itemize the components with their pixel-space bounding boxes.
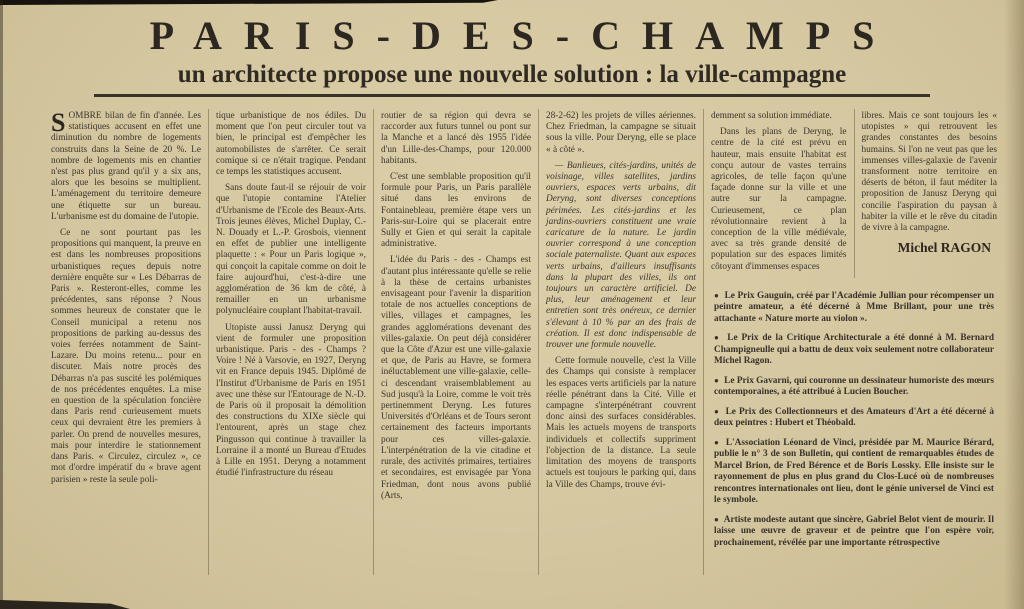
news-brief-item xyxy=(714,332,994,368)
bullet-icon: ● xyxy=(714,437,720,447)
news-brief-text: Le Prix des Collectionneurs et des Amateurs d'Art a été décerné à deux peintres : Hubert et Théobald. xyxy=(714,406,994,429)
article-column-6-paragraphs xyxy=(862,111,998,234)
right-section xyxy=(703,109,1004,575)
article-paragraph: tique urbanistique de nos édiles. Du moment que l'on peut circuler tout va bien, le principal est d'empêcher les automobilistes de s'arrêter. Ce serait comique si ce n'était tragique. Pendant ce temps les statistiques accusent. xyxy=(216,111,366,178)
article-paragraph: L'idée du Paris - des - Champs est d'autant plus intéressante qu'elle se relie à la thèse de certains urbanistes envisageant pour l'avenir la disparition totale de nos actuelles conceptions de villes, villages et campagnes, les grandes agglomérations devenant des villes-galaxie. On peut déjà considérer que la Côte d'Azur est une ville-galaxie et que, de Paris au Havre, se formera inéluctablement une ville-galaxie, celle-ci descendant vraisemblablement au Sud jusqu'à la Loire, comme le voit très pertinemment Deryng. Les futures Universités d'Orléans et de Tours seront certainement des facteurs importants pour ces villes-galaxie. L'interpénétration de la vie citadine et rurale, des activités primaires, tertiaires et secondaires, est envisagée par Yona Friedman, dont nous avons publié (Arts, xyxy=(381,255,531,501)
news-brief-text: L'Association Léonard de Vinci, présidée par M. Maurice Bérard, publie le n° 3 de son Bulletin, qui contient de remarquables études de Marcel Brion, de Fred Bérence et de Boris Lossky. Elle insiste sur le rayonnement de plus en plus grand du Clos-Lucé où de nombreuses rencontres internationales ont lieu, dont le génie universel de Vinci est le symbole. xyxy=(714,437,994,506)
article-byline: Michel RAGON xyxy=(897,240,991,256)
news-brief-item xyxy=(714,514,994,550)
article-paragraph: SOMBRE bilan de fin d'année. Les statistiques accusent en effet une diminution du nombre de logements construits dans la Seine de 20 %. Le nombre de logements mis en chantier n'est pas plus grand qu'il y a six ans, alors que les besoins se multiplient. L'aménagement du territoire demeure une étiquette sur un bureau. L'urbanisme est du domaine de l'utopie. xyxy=(51,109,201,222)
news-brief-text: Le Prix de la Critique Architecturale a été donné à M. Bernard Champigneulle qui a battu de deux voix seulement notre collaborateur Michel Ragon. xyxy=(714,333,995,367)
article-paragraph: routier de sa région qui devra se raccorder aux futurs tunnel ou pont sur la Manche et a lancé dès 1955 l'idée d'un Lille-des-Champs, pour 120.000 habitants. xyxy=(381,111,531,166)
article-columns xyxy=(44,109,1004,575)
article-paragraph: 28-2-62) les projets de villes aériennes. Chez Friedman, la campagne se situait sous la ville. Pour Deryng, elle se place « à côté ». xyxy=(546,111,696,155)
article-column-3 xyxy=(373,109,538,575)
article-column-4 xyxy=(538,109,703,575)
news-brief-text: Le Prix Gauguin, créé par l'Académie Jullian pour récompenser un peintre amateur, a été décerné à Mme Brillant, pour une très attachante « Nature morte au violon ». xyxy=(714,290,994,324)
article-column-6 xyxy=(854,109,1005,278)
article-paragraph: Utopiste aussi Janusz Deryng qui vient de formuler une proposition urbanistique. Paris - des - Champs ? Voire ! Né à Varsovie, en 1927, Deryng vit en France depuis 1945. Diplômé de l'Institut d'Urbanisme de Paris en 1951 avec une thèse sur l'Entourage de N.-D. de Paris où il proposait la démolition des constructions du XIXe siècle qui l'entourent, après un stage chez Pingusson qui continue à travailler la Lorraine il a monté un Bureau d'Etudes à Lille en 1951. Deryng a notamment étudié l'infrastructure du réseau xyxy=(216,322,366,479)
masthead xyxy=(0,0,1024,97)
article-paragraph: Cette formule nouvelle, c'est la Ville des Champs qui consiste à remplacer les espaces verts artificiels par la nature réelle pénétrant dans la Cité. Ville et campagne s'interpénétrant couvrent donc ainsi des surfaces considérables. Mais les actuels moyens de transports individuels et collectifs suppriment l'objection de la distance. La seule limitation des moyens de transports actuels est toujours le parking qui, dans la Ville des Champs, trouve évi- xyxy=(546,356,696,490)
bullet-icon: ● xyxy=(714,375,719,385)
scan-artifact-left-edge xyxy=(0,0,3,609)
scan-artifact-right-edge xyxy=(1004,0,1024,609)
news-brief-item xyxy=(714,406,994,430)
article-paragraph: C'est une semblable proposition qu'il formule pour Paris, un Paris parallèle situé dans les environs de Fontainebleau, première étape vers un Paris-sur-Loire qui se placerait entre Sully et Gien et qui serait la capitale administrative. xyxy=(381,172,531,250)
article-column-2 xyxy=(208,109,373,575)
news-brief-text: Le Prix Gavarni, qui couronne un dessinateur humoriste des mœurs contemporaines, a été attribué à Lucien Boucher. xyxy=(714,375,994,398)
article-paragraph: Dans les plans de Deryng, le centre de la cité est prévu en hauteur, mais ensuite l'habitat est conçu autour de vastes terrains agricoles, de telle façon qu'une façade donne sur la ville et une autre sur la campagne. Curieusement, ce plan révolutionnaire revient à la conception de la ville médiévale, avec sa très grande densité de population sur des espaces limités côtoyant d'immenses espaces xyxy=(711,127,847,272)
article-title: PARIS-DES-CHAMPS xyxy=(149,13,897,58)
article-paragraph: — Banlieues, cités-jardins, unités de voisinage, villes satellites, jardins ouvriers, espaces verts urbains, dit Deryng, sont diverses conceptions périmées. Les cités-jardins et les jardins-ouvriers constituent une vraie caricature de la nature. Le jardin ouvrier correspond à une conception sociale paternaliste. Quant aux espaces verts urbains, d'ailleurs insuffisants dans la plupart des villes, ils ont toujours un caractère artificiel. De plus, leur aménagement et leur entretien sont très onéreux, ce dernier s'élevant à 10 % par an des frais de création. Il est donc indispensable de trouver une formule nouvelle. xyxy=(546,160,696,351)
article-column-5 xyxy=(704,109,854,278)
article-paragraph: demment sa solution immédiate. xyxy=(711,111,832,121)
article-column-1 xyxy=(44,109,208,575)
article-subtitle: un architecte propose une nouvelle solution : la ville-campagne xyxy=(94,61,930,97)
scan-artifact-bottom-left xyxy=(0,600,130,609)
news-brief-text: Artiste modeste autant que sincère, Gabriel Belot vient de mourir. Il laisse une œuvre de graveur et de peintre que l'on espère voir, prochainement, révélée par une importante rétrospective xyxy=(714,514,994,548)
bullet-icon: ● xyxy=(714,333,721,343)
article-paragraph: Ce ne sont pourtant pas les propositions qui manquent, la preuve en est dans les nombreuses propositions urbanistiques reçues depuis notre dernière enquête sur « Les Débarras de Paris ». Resteront-elles, comme les précédentes, sans réponse ? Nous sommes heureux de constater que le Conseil municipal a retenu nos propositions de parking au-dessus des voies ferrées notamment de Saint-Lazare. Du moins retenu... pour en discuter. Mais notre procès des Débarras n'a pas suscité les polémiques de nos précédentes enquêtes. La mise en question de la spéculation foncière dans Paris rend curieusement muets ceux qui devraient être les premiers à parler. On prend de nouvelles mesures, mais pour interdire le stationnement dans Paris. « Circulez, circulez », ce mot d'ordre impératif du « brave agent parisien » reste la seule poli- xyxy=(51,228,201,485)
bullet-icon: ● xyxy=(714,290,720,300)
bullet-icon: ● xyxy=(714,406,720,416)
article-paragraph: libres. Mais ce sont toujours les « utopistes » qui retrouvent les grandes constantes des besoins humains. Si l'on ne veut pas que les immenses villes-galaxie de l'avenir transforment notre territoire en déserts de béton, il faut méditer la proposition de Janusz Deryng qui concilie l'aspiration du paysan à habiter la ville et le rêve du citadin de vivre à la campagne. xyxy=(861,111,997,234)
article-paragraph: Sans doute faut-il se réjouir de voir que l'utopie contamine l'Atelier d'Urbanisme de l'Ecole des Beaux-Arts. Trois jeunes élèves, Michel Duplay, C.-N. Douady et L.-P. Grosbois, viennent en effet de publier une intelligente plaquette : « Pour un Paris logique », qui conçoit la capitale comme on doit le faire aujourd'hui, c'est-à-dire une agglomération de 36 km de côté, à remailler en un urbanisme polynucléaire couplant l'habitat-travail. xyxy=(216,183,366,317)
news-brief-item xyxy=(714,375,994,399)
bullet-icon: ● xyxy=(714,514,719,524)
news-briefs-list xyxy=(704,278,1004,557)
news-brief-item xyxy=(714,290,994,326)
news-brief-item xyxy=(714,437,994,507)
right-top-columns xyxy=(704,109,1004,278)
